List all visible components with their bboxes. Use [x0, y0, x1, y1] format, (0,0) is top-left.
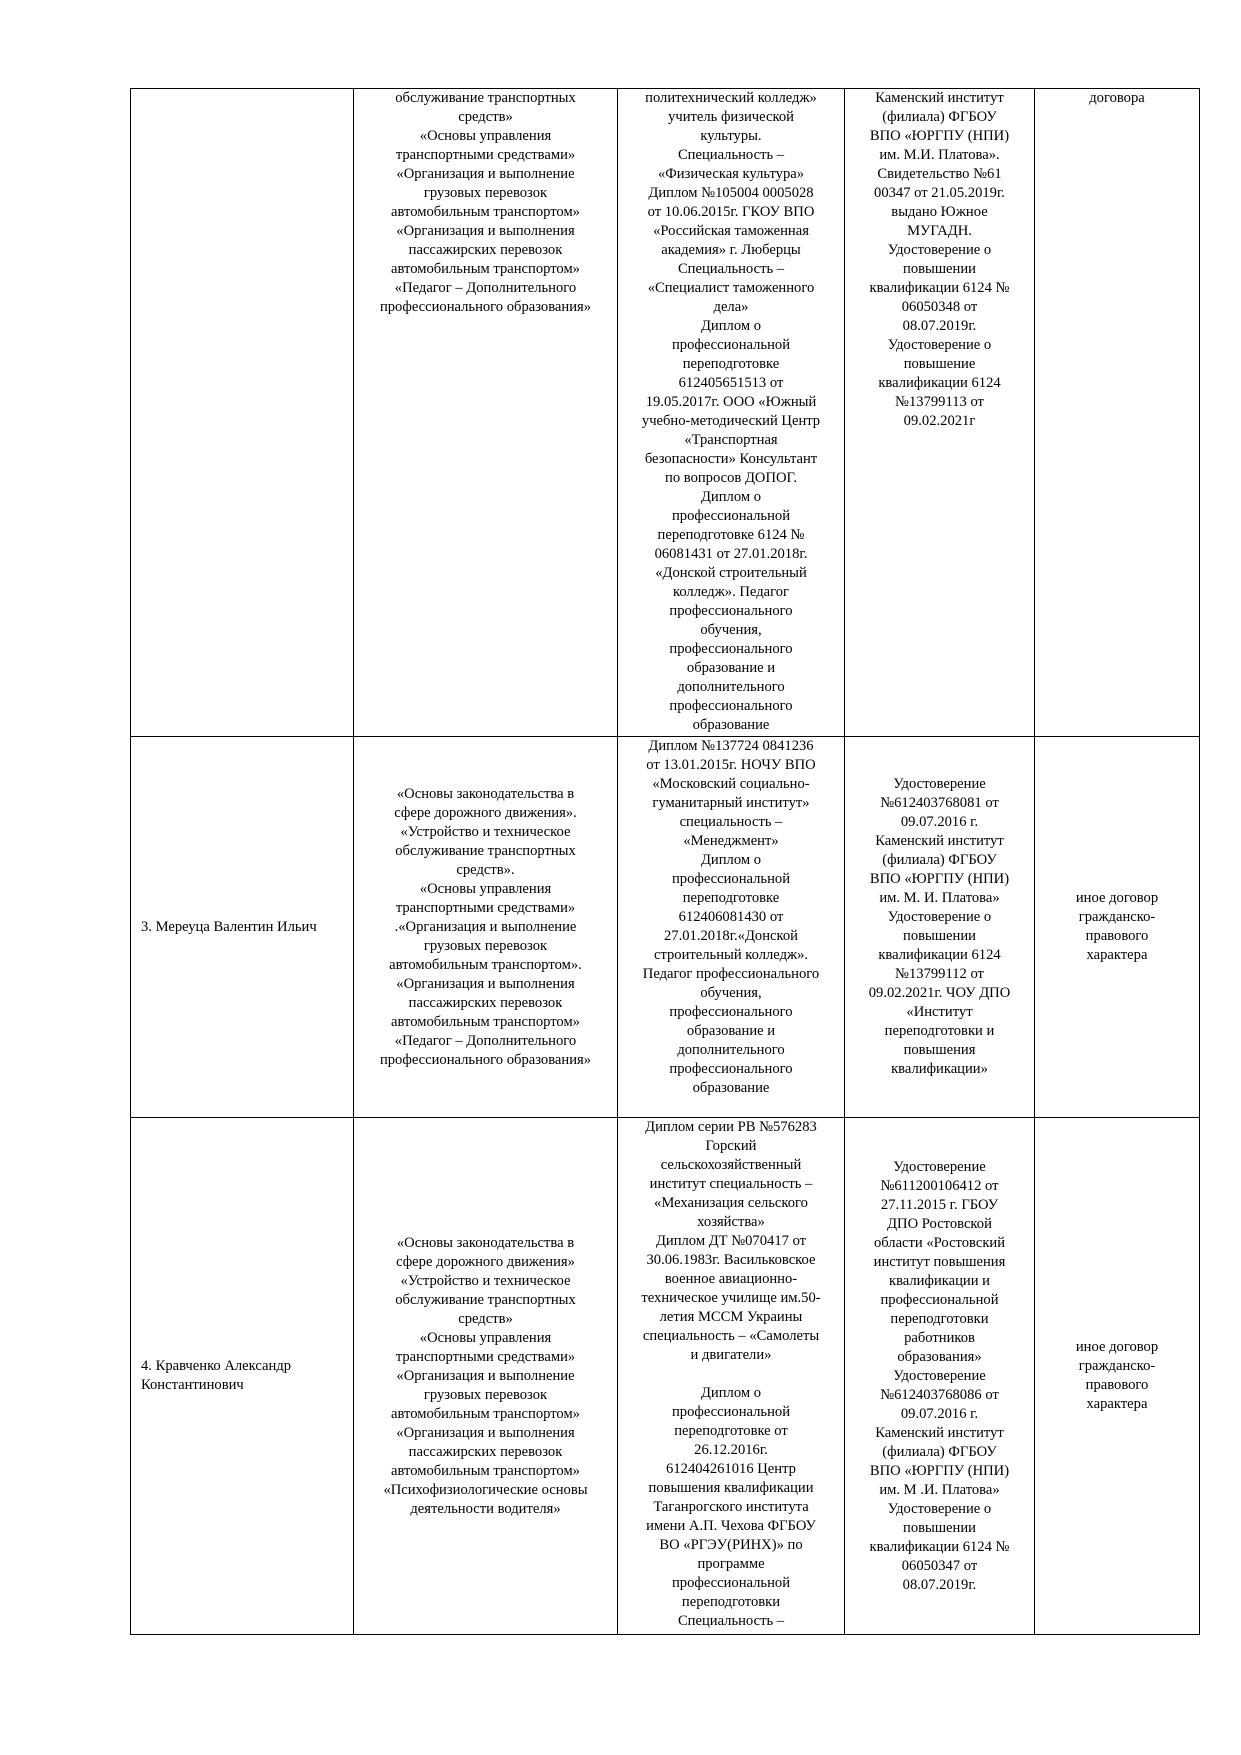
cell-line: «Педагог – Дополнительного: [394, 1032, 577, 1049]
education-cell: [618, 89, 845, 737]
cell-line: имени А.П. Чехова ФГБОУ: [646, 1518, 816, 1534]
cell-line: [621, 1365, 841, 1384]
cell-line: Каменский институт: [875, 833, 1004, 849]
cell-line: переподготовки: [890, 1310, 989, 1327]
cell-line: 30.06.1983г. Васильковское: [646, 1252, 816, 1268]
name-cell: [131, 737, 354, 1118]
cell-line: обслуживание транспортных: [395, 842, 576, 859]
cell-line: Диплом о: [700, 489, 762, 505]
cell-line: средств».: [456, 861, 515, 878]
cell-line: 09.02.2021г: [903, 413, 976, 429]
cell-line: им. М .И. Платова»: [879, 1481, 1000, 1498]
cell-line: 612404261016 Центр: [666, 1461, 796, 1477]
cell-line: переподготовке: [682, 356, 780, 372]
cell-line: профессиональной: [671, 337, 791, 353]
cell-line: Диплом о: [700, 852, 762, 868]
cell-line: 09.02.2021г. ЧОУ ДПО: [868, 985, 1011, 1001]
cell-line: институт специальность –: [649, 1176, 813, 1192]
cell-line: «Основы управления: [419, 1329, 552, 1346]
cell-line: «Российская таможенная: [653, 223, 809, 239]
name-cell: [131, 89, 354, 737]
cell-line: «Основы управления: [419, 880, 552, 897]
cell-line: характера: [1086, 947, 1148, 963]
cell-line: программе: [697, 1556, 765, 1572]
cell-line: (филиала) ФГБОУ: [882, 1443, 997, 1460]
cell-line: профессионального образования»: [379, 1051, 592, 1068]
cell-line: Диплом серии РВ №576283: [645, 1119, 817, 1135]
cell-line: деятельности водителя»: [410, 1500, 561, 1517]
cell-line: грузовых перевозок: [423, 185, 548, 201]
cell-line: учитель физической: [668, 109, 794, 125]
cell-line: Специальность –: [677, 261, 785, 277]
cell-line: 00347 от 21.05.2019г.: [874, 185, 1005, 201]
cell-line: по вопросов ДОПОГ.: [665, 470, 797, 486]
contract-cell: [1035, 89, 1200, 737]
disciplines-cell: [354, 737, 618, 1118]
cell-line: работников: [904, 1329, 975, 1346]
cell-line: 09.07.2016 г.: [900, 1405, 979, 1422]
cell-line: Удостоверение о: [887, 1500, 992, 1517]
cell-line: военное авиационно-: [664, 1271, 798, 1287]
cell-line: Диплом ДТ №070417 от: [655, 1233, 807, 1249]
cell-line: повышения: [903, 1042, 976, 1058]
cell-line: культуры.: [700, 128, 762, 144]
cell-line: «Организация и выполнение: [396, 166, 575, 182]
cell-line: пассажирских перевозок: [408, 1443, 563, 1460]
disciplines-cell: [354, 1118, 618, 1635]
name-text: 4. Кравченко Александр Константинович: [141, 1358, 292, 1393]
cell-line: ВПО «ЮРГПУ (НПИ): [869, 1462, 1010, 1479]
cell-line: и двигатели»: [690, 1347, 772, 1363]
cell-line: Свидетельство №61: [877, 166, 1002, 182]
cell-line: Педагог профессионального: [642, 966, 820, 982]
cell-line: автомобильным транспортом»: [391, 1405, 580, 1422]
cell-line: квалификации и: [889, 1272, 990, 1289]
cell-line: сфере дорожного движения»: [396, 1253, 575, 1270]
cell-line: Каменский институт: [875, 1424, 1004, 1441]
cell-line: профессиональной: [671, 508, 791, 524]
qualification-cell: [845, 737, 1035, 1118]
cell-line: переподготовки и: [884, 1023, 995, 1039]
cell-line: транспортными средствами»: [395, 147, 576, 163]
cell-line: Диплом о: [700, 1385, 762, 1401]
cell-line: Каменский институт: [875, 90, 1004, 106]
cell-line: 09.07.2016 г.: [900, 814, 979, 830]
cell-line: строительный колледж».: [653, 947, 809, 963]
cell-line: от 13.01.2015г. НОЧУ ВПО: [646, 757, 816, 773]
cell-line: №612403768081 от: [880, 795, 999, 811]
cell-line: Удостоверение о: [887, 909, 992, 925]
cell-line: квалификации 6124 №: [869, 280, 1010, 296]
cell-line: Удостоверение о: [887, 337, 992, 353]
cell-line: «Организация и выполнения: [396, 1424, 575, 1441]
cell-line: «Организация и выполнения: [396, 223, 575, 239]
cell-line: области «Ростовский: [873, 1234, 1006, 1251]
education-cell: [618, 737, 845, 1118]
cell-line: им. М.И. Платова».: [879, 147, 1000, 163]
cell-line: №611200106412 от: [880, 1177, 999, 1194]
cell-line: транспортными средствами»: [395, 1348, 576, 1365]
cell-line: переподготовке 6124 №: [657, 527, 805, 543]
cell-line: пассажирских перевозок: [408, 242, 563, 258]
cell-line: правового: [1085, 1377, 1149, 1393]
cell-line: гражданско-: [1078, 909, 1156, 925]
cell-line: «Донской строительный: [655, 565, 807, 581]
cell-line: автомобильным транспортом»: [391, 261, 580, 277]
cell-line: институт повышения: [873, 1253, 1006, 1270]
cell-line: сельскохозяйственный: [660, 1157, 802, 1173]
cell-line: 06081431 от 27.01.2018г.: [654, 546, 808, 562]
cell-line: «Основы управления: [419, 128, 552, 144]
cell-line: Таганрогского института: [653, 1499, 809, 1515]
cell-line: профессионального: [669, 1061, 793, 1077]
cell-line: политехнический колледж»: [645, 90, 817, 106]
cell-line: ВПО «ЮРГПУ (НПИ): [869, 871, 1010, 887]
cell-line: «Московский социально-: [652, 776, 810, 792]
cell-line: обслуживание транспортных: [395, 90, 576, 106]
cell-line: Диплом о: [700, 318, 762, 334]
cell-line: автомобильным транспортом»: [391, 1013, 580, 1030]
cell-line: грузовых перевозок: [423, 937, 548, 954]
cell-line: специальность –: [679, 814, 783, 830]
cell-line: Удостоверение о: [887, 242, 992, 258]
cell-line: им. М. И. Платова»: [879, 890, 1000, 906]
staff-table: [130, 88, 1200, 1635]
cell-line: повышении: [903, 1519, 976, 1536]
cell-line: от 10.06.2015г. ГКОУ ВПО: [647, 204, 815, 220]
cell-line: грузовых перевозок: [423, 1386, 548, 1403]
cell-line: профессионального: [669, 1004, 793, 1020]
cell-line: 06050348 от: [901, 299, 978, 315]
cell-line: сфере дорожного движения».: [394, 804, 577, 821]
cell-line: повышении: [903, 928, 976, 944]
cell-line: дела»: [713, 299, 749, 315]
cell-line: Удостоверение: [893, 1158, 986, 1175]
qualification-cell: [845, 1118, 1035, 1635]
cell-line: образования»: [897, 1348, 982, 1365]
cell-line: «Менеджмент»: [683, 833, 779, 849]
cell-line: «Психофизиологические основы: [383, 1481, 588, 1498]
cell-line: выдано Южное: [891, 204, 988, 220]
cell-line: квалификации 6124: [878, 375, 1001, 391]
cell-line: 06050347 от: [901, 1557, 978, 1574]
cell-line: характера: [1086, 1396, 1148, 1412]
cell-line: 612405651513 от: [678, 375, 784, 391]
cell-line: Удостоверение: [893, 776, 986, 792]
table-row: [131, 1118, 1200, 1635]
cell-line: 08.07.2019г.: [902, 318, 977, 334]
cell-line: средств»: [458, 1310, 513, 1327]
cell-line: «Педагог – Дополнительного: [394, 280, 577, 296]
cell-line: автомобильным транспортом»: [391, 1462, 580, 1479]
cell-line: «Основы законодательства в: [396, 1234, 575, 1251]
cell-line: «Физическая культура»: [657, 166, 805, 182]
cell-line: №13799112 от: [895, 966, 984, 982]
cell-line: средств»: [458, 109, 513, 125]
cell-line: профессиональной: [671, 1404, 791, 1420]
cell-line: обучения,: [700, 622, 762, 638]
cell-line: ВО «РГЭУ(РИНХ)» по: [659, 1537, 803, 1553]
cell-line: договора: [1089, 90, 1145, 106]
cell-line: «Специалист таможенного: [647, 280, 815, 296]
cell-line: учебно-методический Центр: [641, 413, 821, 429]
cell-line: Горский: [705, 1138, 757, 1154]
cell-line: Диплом №105004 0005028: [648, 185, 814, 201]
cell-line: 08.07.2019г.: [902, 1576, 977, 1593]
cell-line: обслуживание транспортных: [395, 1291, 576, 1308]
cell-line: квалификации 6124: [878, 947, 1001, 963]
cell-line: профессиональной: [880, 1291, 999, 1308]
cell-line: (филиала) ФГБОУ: [882, 109, 997, 125]
cell-line: Специальность –: [677, 1613, 785, 1629]
cell-line: Диплом №137724 0841236: [648, 738, 814, 754]
cell-line: 27.01.2018г.«Донской: [664, 928, 798, 944]
cell-line: транспортными средствами»: [395, 899, 576, 916]
cell-line: дополнительного: [677, 679, 785, 695]
cell-line: академия» г. Люберцы: [661, 242, 801, 258]
cell-line: 27.11.2015 г. ГБОУ: [880, 1196, 999, 1213]
cell-line: переподготовки: [681, 1594, 781, 1610]
education-cell: [618, 1118, 845, 1635]
cell-line: образование: [692, 717, 770, 733]
cell-line: 612406081430 от: [678, 909, 784, 925]
cell-line: Специальность –: [677, 147, 785, 163]
cell-line: автомобильным транспортом»: [391, 204, 580, 220]
cell-line: «Организация и выполнения: [396, 975, 575, 992]
cell-line: пассажирских перевозок: [408, 994, 563, 1011]
cell-line: ВПО «ЮРГПУ (НПИ): [869, 128, 1010, 144]
cell-line: «Основы законодательства в: [396, 785, 575, 802]
cell-line: повышения квалификации: [648, 1480, 814, 1496]
cell-line: «Транспортная: [684, 432, 778, 448]
cell-line: профессиональной: [671, 1575, 791, 1591]
cell-line: профессионального: [669, 603, 793, 619]
cell-line: профессионального: [669, 698, 793, 714]
cell-line: специальность – «Самолеты: [642, 1328, 820, 1344]
contract-cell: [1035, 1118, 1200, 1635]
cell-line: профессионального: [669, 641, 793, 657]
cell-line: МУГАДН.: [907, 223, 972, 239]
table-row: [131, 89, 1200, 737]
cell-line: образование и: [686, 660, 776, 676]
cell-line: (филиала) ФГБОУ: [882, 852, 997, 868]
cell-line: «Устройство и техническое: [400, 823, 571, 840]
contract-cell: [1035, 737, 1200, 1118]
cell-line: 26.12.2016г.: [694, 1442, 768, 1458]
disciplines-cell: [354, 89, 618, 737]
cell-line: переподготовке от: [674, 1423, 788, 1439]
staff-table-body: [131, 89, 1200, 1635]
cell-line: повышении: [903, 261, 976, 277]
cell-line: правового: [1085, 928, 1149, 944]
cell-line: иное договор: [1075, 1339, 1159, 1355]
cell-line: автомобильным транспортом».: [389, 956, 582, 973]
cell-line: хозяйства»: [697, 1214, 765, 1230]
cell-line: ДПО Ростовской: [887, 1215, 992, 1232]
cell-line: профессионального образования»: [379, 299, 592, 315]
cell-line: образование и: [686, 1023, 776, 1039]
cell-line: «Устройство и техническое: [400, 1272, 571, 1289]
cell-line: переподготовке: [682, 890, 780, 906]
name-text: 3. Мереуца Валентин Ильич: [141, 918, 317, 935]
cell-line: 19.05.2017г. ООО «Южный: [645, 394, 817, 410]
name-cell: [131, 1118, 354, 1635]
cell-line: .«Организация и выполнение: [394, 918, 577, 935]
cell-line: «Организация и выполнение: [396, 1367, 575, 1384]
cell-line: квалификации»: [891, 1061, 988, 1077]
cell-line: повышение: [903, 356, 976, 372]
cell-line: иное договор: [1075, 890, 1159, 906]
cell-line: колледж». Педагог: [672, 584, 790, 600]
cell-line: дополнительного: [677, 1042, 785, 1058]
cell-line: образование: [692, 1080, 770, 1096]
cell-line: «Институт: [906, 1004, 973, 1020]
cell-line: №13799113 от: [895, 394, 984, 410]
cell-line: «Механизация сельского: [654, 1195, 808, 1211]
table-row: [131, 737, 1200, 1118]
cell-line: обучения,: [700, 985, 762, 1001]
cell-line: техническое училище им.50-: [641, 1290, 821, 1306]
cell-line: гражданско-: [1078, 1358, 1156, 1374]
cell-line: гуманитарный институт»: [652, 795, 810, 811]
cell-line: №612403768086 от: [880, 1386, 999, 1403]
cell-line: летия МССМ Украины: [659, 1309, 803, 1325]
qualification-cell: [845, 89, 1035, 737]
cell-line: профессиональной: [671, 871, 791, 887]
cell-line: квалификации 6124 №: [869, 1538, 1010, 1555]
cell-line: Удостоверение: [893, 1367, 986, 1384]
cell-line: безопасности» Консультант: [644, 451, 818, 467]
